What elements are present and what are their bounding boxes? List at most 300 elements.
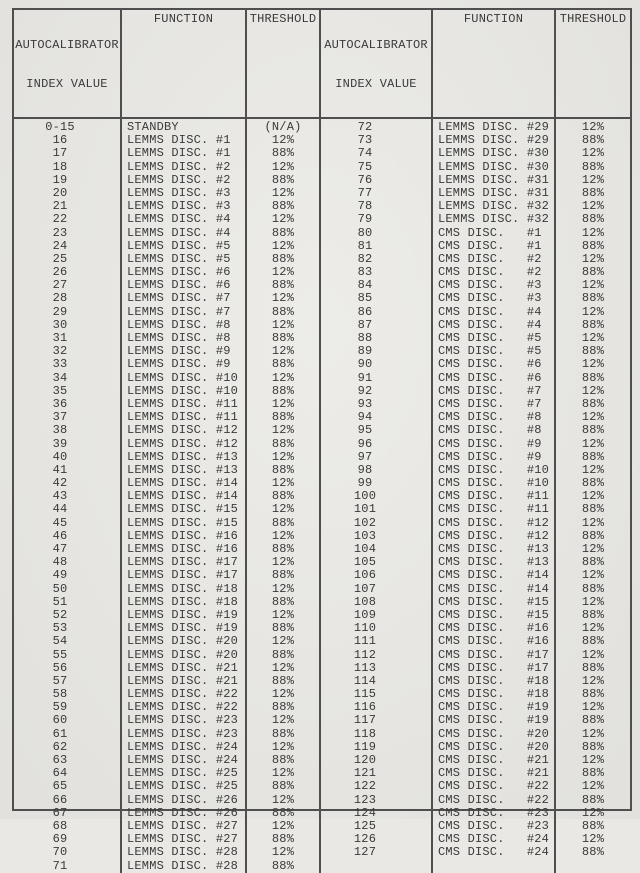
table-cell: LEMMS DISC. #18 [127,594,239,609]
table-cell: 88% [271,199,295,214]
table-cell: 88% [271,779,295,794]
table-cell: CMS DISC. #5 [438,344,542,359]
table-cell: 12% [581,172,605,187]
table-cell: 30 [52,317,68,332]
table-cell: LEMMS DISC. #6 [127,278,231,293]
table-cell: 12% [581,673,605,688]
table-cell: LEMMS DISC. #11 [127,396,239,411]
table-cell: CMS DISC. #22 [438,779,550,794]
table-cell: LEMMS DISC. #6 [127,265,231,280]
right-function-column [433,119,556,873]
table-cell: 88% [271,462,295,477]
table-cell: 17 [52,146,68,161]
table-cell: CMS DISC. #18 [438,673,550,688]
table-cell: 88% [271,858,295,873]
table-cell: 45 [52,515,68,530]
table-cell: 125 [353,818,377,833]
table-cell: 88% [271,542,295,556]
table-cell: LEMMS DISC. #27 [127,818,239,833]
table-cell: 88% [581,423,605,438]
table-cell: 89 [357,344,373,359]
table-cell: 88% [271,515,295,530]
table-cell: LEMMS DISC. #16 [127,528,239,543]
table-cell: 12% [271,845,295,860]
table-cell: LEMMS DISC. #20 [127,647,239,662]
table-cell: CMS DISC. #1 [438,238,542,253]
left-function-header: FUNCTION [122,10,247,117]
table-cell: 46 [52,528,68,543]
table-cell: 98 [357,462,373,477]
table-cell: LEMMS DISC. #19 [127,607,239,622]
table-cell: LEMMS DISC. #7 [127,291,231,306]
table-cell: 88% [581,792,605,807]
table-cell: LEMMS DISC. #13 [127,462,239,477]
table-cell: STANDBY [127,120,179,134]
table-cell: CMS DISC. #1 [438,225,542,240]
table-cell: 75 [357,159,373,174]
table-cell: 85 [357,291,373,306]
table-cell: CMS DISC. #17 [438,660,550,675]
table-cell: 18 [52,159,68,174]
table-cell: 88% [271,146,295,161]
table-cell: 38 [52,423,68,438]
table-cell: 84 [357,278,373,293]
table-cell: 12% [581,621,605,636]
table-cell: LEMMS DISC. #3 [127,199,231,214]
table-cell: 102 [353,515,377,530]
table-cell: 88% [271,172,295,187]
table-cell: 123 [353,792,377,807]
table-cell: 63 [52,753,68,767]
table-cell: 86 [357,304,373,319]
table-cell: 12% [581,647,605,662]
table-cell: 40 [52,449,68,464]
table-cell: 88% [581,607,605,622]
table-cell: 88% [271,278,295,293]
table-cell: 34 [52,370,68,385]
table-cell: 95 [357,423,373,438]
table-cell: LEMMS DISC. #8 [127,317,231,332]
table-cell: 83 [357,265,373,280]
table-cell: LEMMS DISC. #29 [438,120,550,134]
table-cell: 12% [271,634,295,649]
table-cell: 12% [271,818,295,833]
table-cell: CMS DISC. #12 [438,515,550,530]
table-cell: 49 [52,568,68,583]
table-cell: 112 [353,647,377,662]
table-cell: 88% [271,383,295,398]
table-cell: CMS DISC. #19 [438,700,550,715]
table-cell: 88% [581,555,605,570]
table-cell: 12% [271,291,295,306]
left-threshold-header: THRESHOLD [247,10,321,117]
table-cell: 57 [52,673,68,688]
table-cell: 51 [52,594,68,609]
table-cell: LEMMS DISC. #1 [127,133,231,148]
table-cell: 44 [52,502,68,517]
table-cell: 88% [271,621,295,636]
table-cell: 53 [52,621,68,636]
table-cell: 27 [52,278,68,293]
table-cell: LEMMS DISC. #12 [127,423,239,438]
table-cell: 12% [271,713,295,728]
table-cell: 12% [581,753,605,767]
table-cell: 12% [271,687,295,702]
table-cell: 88% [271,753,295,767]
table-cell: 70 [52,845,68,860]
table-cell: 104 [353,542,377,556]
table-cell: LEMMS DISC. #32 [438,212,550,227]
table-cell: 12% [581,779,605,794]
table-cell: 12% [271,133,295,148]
left-threshold-column [247,119,321,873]
table-cell: LEMMS DISC. #3 [127,185,231,200]
table-cell: CMS DISC. #24 [438,845,550,860]
table-cell: CMS DISC. #6 [438,357,542,372]
table-cell: 12% [271,159,295,174]
table-cell: CMS DISC. #20 [438,739,550,754]
table-cell: LEMMS DISC. #14 [127,476,239,491]
table-cell: 90 [357,357,373,372]
table-cell: 108 [353,594,377,609]
table-cell: 12% [581,515,605,530]
table-cell: CMS DISC. #2 [438,265,542,280]
table-cell: LEMMS DISC. #9 [127,344,231,359]
table-cell: LEMMS DISC. #26 [127,792,239,807]
table-cell: LEMMS DISC. #16 [127,542,239,556]
table-cell: 47 [52,542,68,556]
table-cell: 103 [353,528,377,543]
table-cell: LEMMS DISC. #26 [127,805,239,820]
table-cell: LEMMS DISC. #4 [127,212,231,227]
header-line-autocalibrator: AUTOCALIBRATOR [15,38,119,52]
table-cell: 88% [271,832,295,847]
table-cell: LEMMS DISC. #29 [438,133,550,148]
table-cell: CMS DISC. #20 [438,726,550,741]
table-cell: 59 [52,700,68,715]
table-cell: LEMMS DISC. #28 [127,845,239,860]
table-cell: 88% [271,647,295,662]
table-cell: 88% [581,687,605,702]
header-line-autocalibrator: AUTOCALIBRATOR [324,38,428,52]
table-cell: CMS DISC. #14 [438,568,550,583]
table-cell: 113 [353,660,377,675]
right-threshold-column [556,119,630,873]
table-cell: 33 [52,357,68,372]
table-cell: 12% [271,581,295,596]
table-cell: CMS DISC. #23 [438,818,550,833]
table-cell: 12% [271,528,295,543]
table-cell: 12% [581,199,605,214]
table-cell: 88% [271,594,295,609]
table-cell: 96 [357,436,373,451]
table-cell: 114 [353,673,377,688]
table-cell: 88% [581,449,605,464]
table-cell: (N/A) [264,120,302,134]
table-cell: LEMMS DISC. #24 [127,739,239,754]
table-cell: 12% [581,726,605,741]
table-cell: 88% [581,344,605,359]
table-cell: 80 [357,225,373,240]
table-cell: LEMMS DISC. #15 [127,502,239,517]
table-cell: 88% [271,331,295,345]
table-cell: 92 [357,383,373,398]
table-cell: 35 [52,383,68,398]
table-cell: 87 [357,317,373,332]
table-cell: 88% [581,238,605,253]
table-cell: 25 [52,251,68,266]
table-cell: 21 [52,199,68,214]
table-cell: 12% [581,832,605,847]
table-cell: 88% [581,634,605,649]
table-cell: CMS DISC. #2 [438,251,542,266]
table-cell: 88% [271,304,295,319]
table-cell: 12% [271,212,295,227]
table-cell: 111 [353,634,377,649]
table-cell: CMS DISC. #9 [438,436,542,451]
table-cell: 12% [271,607,295,622]
table-cell: CMS DISC. #16 [438,634,550,649]
table-cell: 12% [271,185,295,200]
table-cell: 105 [353,555,377,570]
table-cell: 24 [52,238,68,253]
table-cell: 12% [271,265,295,280]
table-cell: 88% [581,185,605,200]
table-cell: 23 [52,225,68,240]
table-cell: CMS DISC. #19 [438,713,550,728]
table-cell: 101 [353,502,377,517]
table-cell: 66 [52,792,68,807]
table-cell: 88% [581,159,605,174]
table-cell: 12% [271,317,295,332]
table-cell: CMS DISC. #12 [438,528,550,543]
table-cell: CMS DISC. #4 [438,317,542,332]
right-index-header [321,10,433,117]
table-cell: LEMMS DISC. #12 [127,436,239,451]
table-cell: 56 [52,660,68,675]
table-cell: 12% [581,594,605,609]
table-cell: 12% [581,568,605,583]
table-cell: 12% [581,357,605,372]
table-cell: 94 [357,410,373,425]
table-cell: 88% [581,713,605,728]
table-cell: LEMMS DISC. #1 [127,146,231,161]
table-cell: LEMMS DISC. #22 [127,687,239,702]
table-cell: 88% [271,251,295,266]
table-body [14,119,630,873]
table-cell: 12% [271,396,295,411]
table-cell: LEMMS DISC. #21 [127,673,239,688]
table-cell: LEMMS DISC. #24 [127,753,239,767]
table-cell: 12% [271,476,295,491]
table-cell: CMS DISC. #8 [438,410,542,425]
table-cell: 88% [271,436,295,451]
table-cell: 12% [271,555,295,570]
table-cell: LEMMS DISC. #22 [127,700,239,715]
table-cell: CMS DISC. #10 [438,476,550,491]
table-cell: CMS DISC. #10 [438,462,550,477]
table-cell: 88% [271,726,295,741]
table-cell: LEMMS DISC. #9 [127,357,231,372]
table-cell: 12% [581,410,605,425]
table-cell: 12% [581,462,605,477]
table-cell: LEMMS DISC. #21 [127,660,239,675]
table-cell: 79 [357,212,373,227]
table-cell: 12% [581,436,605,451]
table-cell: LEMMS DISC. #25 [127,766,239,781]
table-cell: 12% [581,251,605,266]
table-cell: 72 [357,120,373,134]
table-cell: LEMMS DISC. #13 [127,449,239,464]
table-cell: 12% [271,344,295,359]
table-cell: 32 [52,344,68,359]
table-cell: LEMMS DISC. #31 [438,172,550,187]
table-cell: 28 [52,291,68,306]
table-cell: LEMMS DISC. #30 [438,146,550,161]
table-cell: CMS DISC. #6 [438,370,542,385]
table-cell: 12% [271,792,295,807]
table-cell: LEMMS DISC. #32 [438,199,550,214]
table-cell: LEMMS DISC. #20 [127,634,239,649]
table-cell: LEMMS DISC. #27 [127,832,239,847]
table-cell: CMS DISC. #7 [438,396,542,411]
table-cell: LEMMS DISC. #25 [127,779,239,794]
table-cell: 60 [52,713,68,728]
table-cell: 88% [581,818,605,833]
table-cell: CMS DISC. #3 [438,278,542,293]
table-cell: 88% [581,370,605,385]
table-cell: 12% [271,502,295,517]
table-cell: 12% [581,225,605,240]
table-cell: LEMMS DISC. #5 [127,238,231,253]
table-cell: 107 [353,581,377,596]
table-cell: 41 [52,462,68,477]
table-cell: CMS DISC. #17 [438,647,550,662]
table-cell: 121 [353,766,377,781]
table-cell: LEMMS DISC. #31 [438,185,550,200]
table-cell: CMS DISC. #22 [438,792,550,807]
table-cell: 65 [52,779,68,794]
table-cell: 88% [581,212,605,227]
table-cell: 43 [52,489,68,504]
table-cell: 88% [581,528,605,543]
table-cell: LEMMS DISC. #8 [127,331,231,345]
table-cell: 88% [271,700,295,715]
table-cell: 77 [357,185,373,200]
table-cell: CMS DISC. #15 [438,607,550,622]
table-cell: LEMMS DISC. #4 [127,225,231,240]
table-cell: CMS DISC. #24 [438,832,550,847]
table-cell: 88% [271,489,295,504]
table-cell: 88% [271,357,295,372]
table-cell: 88% [581,739,605,754]
table-cell: 52 [52,607,68,622]
table-cell: LEMMS DISC. #14 [127,489,239,504]
right-function-header: FUNCTION [433,10,556,117]
table-cell: 19 [52,172,68,187]
table-cell: LEMMS DISC. #17 [127,568,239,583]
table-cell: 42 [52,476,68,491]
table-cell: 12% [581,278,605,293]
table-cell: 20 [52,185,68,200]
table-cell: CMS DISC. #11 [438,502,550,517]
table-cell: CMS DISC. #13 [438,555,550,570]
table-cell: 74 [357,146,373,161]
table-cell: 12% [271,766,295,781]
table-cell: 48 [52,555,68,570]
table-cell: 110 [353,621,377,636]
table-cell: LEMMS DISC. #15 [127,515,239,530]
table-cell: 127 [353,845,377,860]
table-cell: 29 [52,304,68,319]
table-cell: 64 [52,766,68,781]
table-cell: 120 [353,753,377,767]
table-cell: 88% [271,225,295,240]
table-cell: 100 [353,489,377,504]
table-cell: 54 [52,634,68,649]
table-cell: 122 [353,779,377,794]
table-cell: LEMMS DISC. #18 [127,581,239,596]
table-cell: 16 [52,133,68,148]
table-cell: 88% [271,805,295,820]
table-cell: 119 [353,739,377,754]
left-function-column [122,119,247,873]
table-cell: LEMMS DISC. #19 [127,621,239,636]
table-cell: CMS DISC. #16 [438,621,550,636]
table-cell: 12% [271,423,295,438]
table-cell: 12% [581,700,605,715]
table-cell: CMS DISC. #13 [438,542,550,556]
autocalibrator-index-table [12,8,632,873]
table-cell: LEMMS DISC. #23 [127,713,239,728]
table-cell: 88% [581,845,605,860]
table-cell: 81 [357,238,373,253]
table-cell: 116 [353,700,377,715]
table-cell: 12% [271,238,295,253]
table-cell: 12% [271,739,295,754]
table-cell: LEMMS DISC. #10 [127,383,239,398]
table-cell: 50 [52,581,68,596]
table-cell: 12% [271,660,295,675]
table-cell: 0-15 [45,120,75,134]
table-cell: 36 [52,396,68,411]
table-cell: 55 [52,647,68,662]
table-cell: 88% [271,410,295,425]
table-cell: 12% [581,304,605,319]
table-cell: LEMMS DISC. #11 [127,410,239,425]
table-cell: LEMMS DISC. #23 [127,726,239,741]
table-cell: 109 [353,607,377,622]
table-cell: LEMMS DISC. #7 [127,304,231,319]
table-cell: 58 [52,687,68,702]
table-cell: CMS DISC. #5 [438,331,542,345]
table-cell: CMS DISC. #11 [438,489,550,504]
table-cell: 12% [271,449,295,464]
table-cell: 91 [357,370,373,385]
table-cell: 71 [52,858,68,873]
table-cell: CMS DISC. #8 [438,423,542,438]
table-cell: 88% [271,673,295,688]
table-cell: 88% [581,396,605,411]
left-index-header [14,10,122,117]
table-cell: 12% [581,331,605,345]
table-cell: 12% [581,489,605,504]
table-cell: 88% [271,568,295,583]
table-cell: 124 [353,805,377,820]
table-cell: LEMMS DISC. #28 [127,858,239,873]
table-cell: 118 [353,726,377,741]
table-cell: 12% [581,383,605,398]
